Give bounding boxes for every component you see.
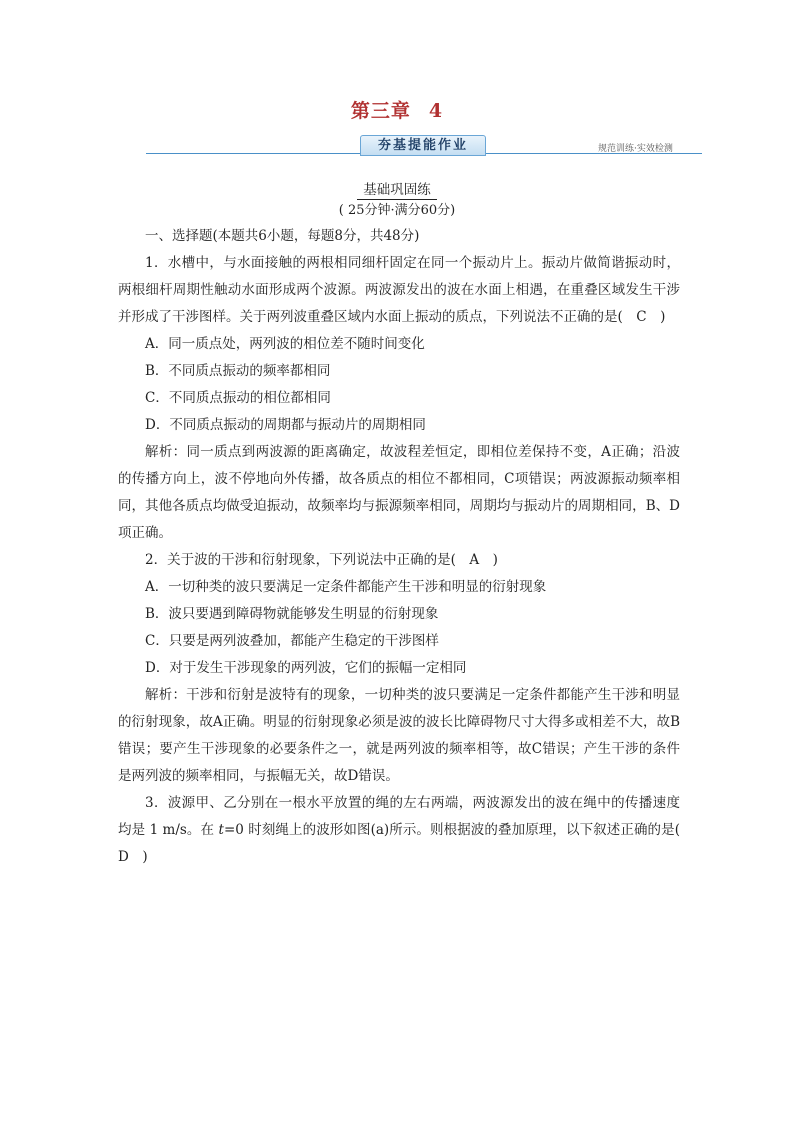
section-title bbox=[0, 178, 794, 200]
question-1-option-a: A．同一质点处，两列波的相位差不随时间变化 bbox=[145, 336, 425, 352]
question-2-analysis: 解析：干涉和衍射是波特有的现象，一切种类的波只要满足一定条件都能产生干涉和明显的衍射现象，故A正确。明显的衍射现象必须是波的波长比障碍物尺寸大得多或相差不大，故B错误；要产生干涉现象的必要条件之一，就是两列波的频率相等，故C错误；产生干涉的条件是两列波的频率相同，与振幅无关，故D错误。 bbox=[118, 687, 680, 784]
section-title-text: 基础巩固练 bbox=[357, 178, 437, 200]
question-3-stem-part1: 3．波源甲、乙分别在一根水平放置的绳的左右两端，两波源发出的波在绳中的传播速度均是 1 m/s。在 bbox=[118, 795, 680, 838]
time-variable: t bbox=[218, 822, 224, 838]
question-3-stem-part2: =0 时刻绳上的波形如图(a)所示。则根据波的叠加原理，以下叙述正确的是( D ) bbox=[118, 822, 694, 865]
question-1-analysis: 解析：同一质点到两波源的距离确定，故波程差恒定，即相位差保持不变，A正确；沿波的传播方向上，波不停地向外传播，故各质点的相位不都相同，C项错误；两波源振动频率相同，其他各质点均做受迫振动，故频率均与振源频率相同，周期均与振动片的周期相同，B、D项正确。 bbox=[118, 444, 680, 541]
question-2-stem: 2．关于波的干涉和衍射现象，下列说法中正确的是( A ) bbox=[145, 552, 498, 568]
banner-slogan: 规范训练·实效检测 bbox=[598, 144, 673, 154]
question-3-stem bbox=[118, 790, 694, 871]
question-2-option-c: C．只要是两列波叠加，都能产生稳定的干涉图样 bbox=[145, 633, 439, 649]
chapter-title bbox=[0, 96, 794, 123]
lesson-number: 4 bbox=[428, 100, 444, 122]
question-1-option-d: D．不同质点振动的周期都与振动片的周期相同 bbox=[145, 417, 426, 433]
question-1-option-b: B．不同质点振动的频率都相同 bbox=[145, 363, 331, 379]
question-2-option-a: A．一切种类的波只要满足一定条件都能产生干涉和明显的衍射现象 bbox=[145, 579, 547, 595]
homework-badge: 夯基提能作业 bbox=[360, 135, 486, 156]
question-1-stem: 1．水槽中，与水面接触的两根相同细杆固定在同一个振动片上。振动片做简谐振动时，两根细杆周期性触动水面形成两个波源。两波源发出的波在水面上相遇，在重叠区域发生干涉并形成了干涉图样。关于两列波重叠区域内水面上振动的质点，下列说法不正确的是( C ) bbox=[118, 255, 680, 325]
question-content bbox=[118, 223, 694, 871]
question-1-option-c: C．不同质点振动的相位都相同 bbox=[145, 390, 331, 406]
section-subtitle: ( 25分钟·满分60分) bbox=[338, 203, 456, 218]
chapter-label: 第三章 bbox=[350, 100, 411, 122]
question-2-option-b: B．波只要遇到障碍物就能够发生明显的衍射现象 bbox=[145, 606, 439, 622]
question-2-option-d: D．对于发生干涉现象的两列波，它们的振幅一定相同 bbox=[145, 660, 467, 676]
part-heading: 一、选择题(本题共6小题，每题8分，共48分) bbox=[145, 228, 420, 244]
